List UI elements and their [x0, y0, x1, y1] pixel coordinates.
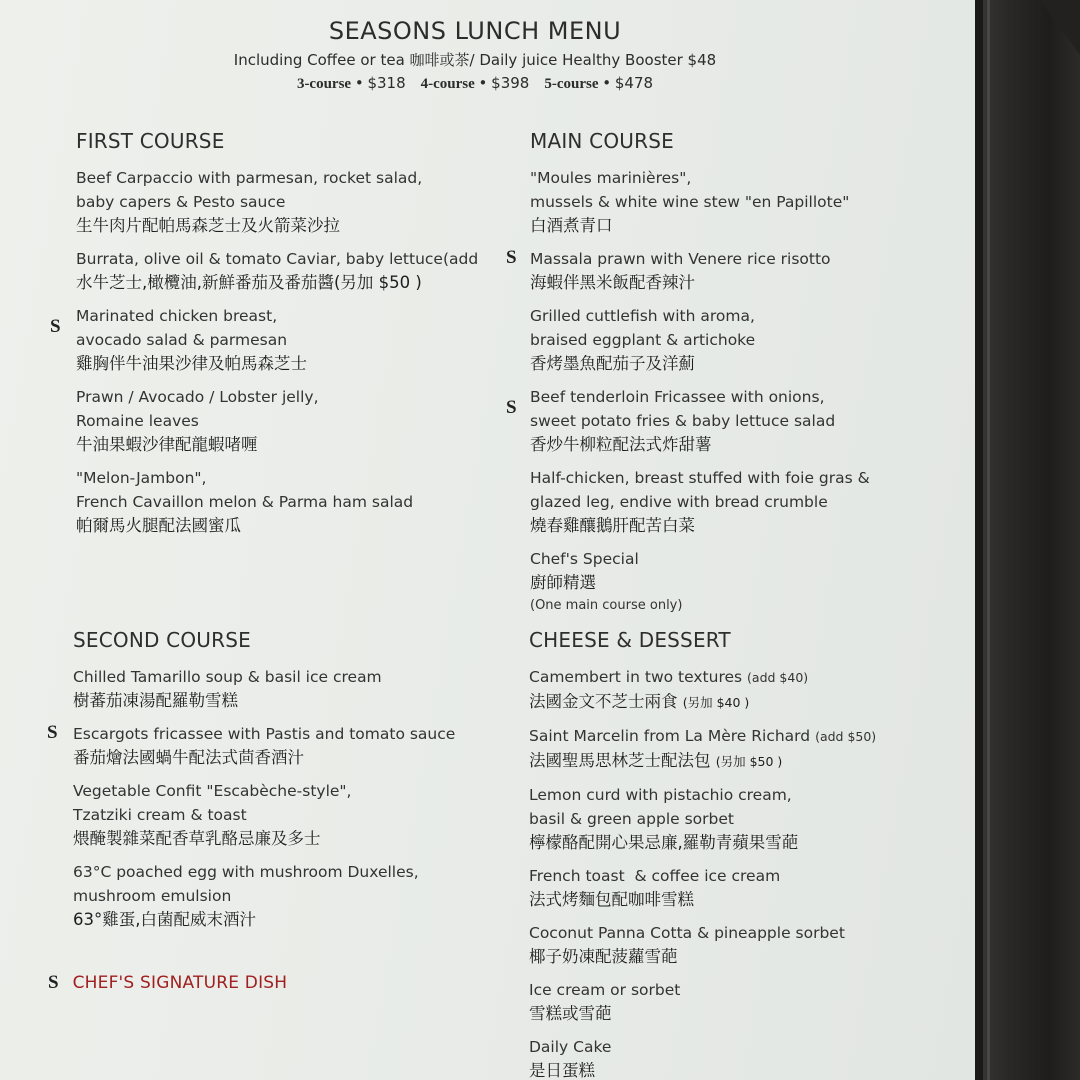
price-label: 5-course [544, 76, 599, 92]
cover-stitch [987, 0, 990, 1080]
price-label: 4-course [420, 76, 475, 92]
section-title: CHEESE & DESSERT [529, 628, 731, 652]
signature-icon: S [50, 316, 61, 337]
second-course-section [47, 627, 493, 941]
cheese-dessert-section [529, 627, 959, 1080]
menu-item: Grilled cuttlefish with aroma, braised eggplant & artichoke 香烤墨魚配茄子及洋薊 [530, 307, 756, 373]
price-value: $398 [491, 74, 530, 92]
menu-item: Beef Carpaccio with parmesan, rocket salad, baby capers & Pesto sauce 生牛肉片配帕馬森芝士及火箭菜沙拉 [76, 169, 423, 235]
menu-item: Lemon curd with pistachio cream, basil & green apple sorbet 檸檬酪配開心果忌廉,羅勒青蘋果雪葩 [529, 786, 799, 852]
menu-item: S Marinated chicken breast, avocado salad & parmesan 雞胸伴牛油果沙律及帕馬森芝士 [50, 307, 307, 373]
menu-item: French toast & coffee ice cream 法式烤麵包配咖啡雪糕 [529, 867, 781, 909]
signature-legend [48, 972, 287, 994]
price-value: $478 [614, 74, 654, 92]
first-course-section [50, 128, 496, 547]
menu-item: "Melon-Jambon", French Cavaillon melon & Parma ham salad 帕爾馬火腿配法國蜜瓜 [76, 469, 414, 535]
menu-item: S Beef tenderloin Fricassee with onions, sweet potato fries & baby lettuce salad 香炒牛柳粒配法式炸甜薯 [506, 388, 836, 454]
menu-item: S Massala prawn with Venere rice risotto 海蝦伴黑米飯配香辣汁 [506, 247, 831, 292]
menu-item: Chef's Special 廚師精選 (One main course only) [530, 550, 683, 613]
menu-title: SEASONS LUNCH MENU [328, 17, 622, 45]
menu-item: S Escargots fricassee with Pastis and tomato sauce 番茄燴法國蝸牛配法式茴香酒汁 [47, 722, 456, 767]
menu-item: Burrata, olive oil & tomato Caviar, baby lettuce(add 水牛芝士,橄欖油,新鮮番茄及番茄醬(另加 $50 ) [76, 250, 479, 292]
section-title: SECOND COURSE [73, 628, 251, 652]
price-label: 3-course [296, 76, 352, 92]
menu-item: Coconut Panna Cotta & pineapple sorbet 椰子奶凍配菠蘿雪葩 [529, 924, 845, 966]
signature-legend-text: CHEF'S SIGNATURE DISH [72, 973, 288, 993]
price-value: $318 [367, 74, 406, 92]
menu-item: Vegetable Confit "Escabèche-style", Tzatziki cream & toast 煨醃製雜菜配香草乳酪忌廉及多士 [73, 782, 352, 848]
section-title: FIRST COURSE [76, 129, 225, 153]
menu-item: Daily Cake 是日蛋糕 [529, 1038, 612, 1080]
menu-item: Chilled Tamarillo soup & basil ice cream 樹蕃茄凍湯配羅勒雪糕 [73, 668, 382, 710]
menu-item: 63°C poached egg with mushroom Duxelles, mushroom emulsion 63°雞蛋,白菌配威末酒汁 [73, 863, 419, 929]
menu-item: Saint Marcelin from La Mère Richard (add $50) 法國聖馬思林芝士配法包 (另加 $50 ) [529, 727, 877, 770]
menu-item: "Moules marinières", mussels & white wine stew "en Papillote" 白酒煮青口 [530, 169, 850, 235]
menu-item: Half-chicken, breast stuffed with foie gras & glazed leg, endive with bread crumble 燒春雞釀鵝肝配苦白菜 [530, 469, 870, 535]
menu-cover-leather [975, 0, 1080, 1080]
course-prices: 3-course • $318 4-course • $398 5-course • $478 [296, 74, 654, 92]
cover-edge [975, 0, 983, 1080]
menu-item: Prawn / Avocado / Lobster jelly, Romaine leaves 牛油果蝦沙律配龍蝦啫喱 [76, 388, 319, 454]
signature-icon: S [506, 247, 517, 268]
menu-header [0, 16, 950, 93]
section-title: MAIN COURSE [530, 129, 674, 153]
menu-subtitle: Including Coffee or tea 咖啡或茶/ Daily juice Healthy Booster $48 [233, 51, 717, 69]
signature-icon: S [48, 972, 59, 993]
signature-icon: S [506, 397, 517, 418]
menu-item: Camembert in two textures (add $40) 法國金文不芝士兩食 (另加 $40 ) [529, 668, 809, 711]
menu-item: Ice cream or sorbet 雪糕或雪葩 [529, 981, 681, 1023]
main-course-section [506, 128, 950, 626]
signature-icon: S [47, 722, 58, 743]
